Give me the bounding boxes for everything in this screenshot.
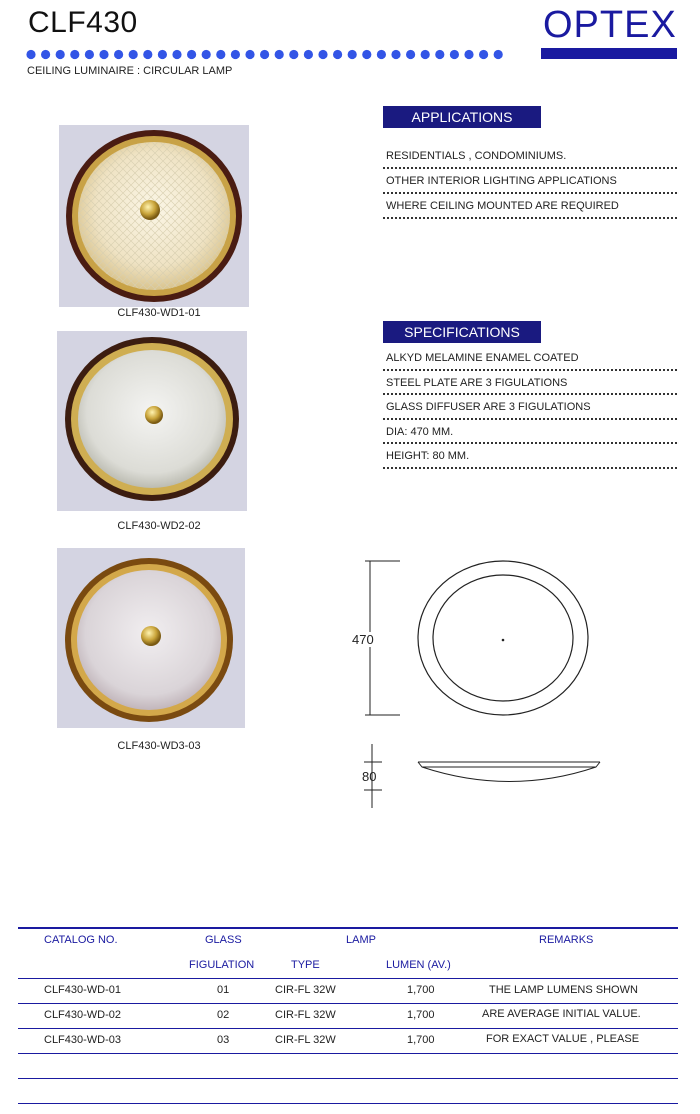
divider-dot <box>494 50 503 59</box>
col-header-catalog: CATALOG NO. <box>44 934 118 946</box>
divider-dot <box>348 50 357 59</box>
divider-dot <box>260 50 269 59</box>
divider-dot <box>479 50 488 59</box>
product-photo-wd1 <box>59 125 249 307</box>
side-view-drawing <box>360 742 605 812</box>
divider-dot <box>172 50 181 59</box>
table-rule <box>18 1078 678 1079</box>
applications-list <box>383 144 677 219</box>
cell-lumen: 1,700 <box>407 984 435 996</box>
product-model-title: CLF430 <box>28 6 138 39</box>
center-point <box>502 639 505 642</box>
diameter-label: 470 <box>352 632 374 647</box>
specification-item: GLASS DIFFUSER ARE 3 FIGULATIONS <box>383 395 677 420</box>
divider-dot <box>216 50 225 59</box>
inner-ring <box>433 575 573 701</box>
cell-type: CIR-FL 32W <box>275 1034 336 1046</box>
cell-remarks: FOR EXACT VALUE , PLEASE <box>486 1033 640 1045</box>
application-item: WHERE CEILING MOUNTED ARE REQUIRED <box>383 194 677 219</box>
divider-dot <box>231 50 240 59</box>
plan-view-drawing <box>345 555 605 725</box>
cell-lumen: 1,700 <box>407 1034 435 1046</box>
col-header-figulation: FIGULATION <box>189 959 255 971</box>
specifications-heading: SPECIFICATIONS <box>383 321 541 343</box>
divider-dot <box>202 50 211 59</box>
cell-remarks: ARE AVERAGE INITIAL VALUE. <box>482 1008 641 1020</box>
cell-lumen: 1,700 <box>407 1009 435 1021</box>
divider-dot <box>275 50 284 59</box>
divider-dot <box>158 50 167 59</box>
height-label: 80 <box>362 769 377 784</box>
product-caption: CLF430-WD1-01 <box>117 307 201 319</box>
divider-dot <box>85 50 94 59</box>
specifications-list <box>383 346 677 469</box>
divider-dot <box>391 50 400 59</box>
divider-dot <box>26 50 35 59</box>
divider-dot <box>114 50 123 59</box>
divider-dot <box>333 50 342 59</box>
cell-figulation: 02 <box>217 1009 230 1021</box>
divider-dot <box>318 50 327 59</box>
divider-dot <box>377 50 386 59</box>
table-top-rule <box>18 927 678 929</box>
specification-item: STEEL PLATE ARE 3 FIGULATIONS <box>383 371 677 396</box>
cell-catalog: CLF430-WD-02 <box>44 1009 122 1021</box>
cell-catalog: CLF430-WD-01 <box>44 984 122 996</box>
product-photo-wd3 <box>57 548 245 728</box>
specification-item: ALKYD MELAMINE ENAMEL COATED <box>383 346 677 371</box>
application-item: RESIDENTIALS , CONDOMINIUMS. <box>383 144 677 169</box>
divider-dot <box>421 50 430 59</box>
col-header-lamp: LAMP <box>346 934 376 946</box>
col-header-remarks: REMARKS <box>539 934 594 946</box>
divider-dot <box>143 50 152 59</box>
brand-underline-bar <box>541 48 677 59</box>
col-header-lumen: LUMEN (AV.) <box>386 959 451 971</box>
divider-dot <box>362 50 371 59</box>
divider-dot <box>450 50 459 59</box>
applications-heading: APPLICATIONS <box>383 106 541 128</box>
cell-figulation: 01 <box>217 984 230 996</box>
dotted-divider <box>26 49 506 60</box>
cell-figulation: 03 <box>217 1034 230 1046</box>
table-rule <box>18 978 678 979</box>
table-rule <box>18 1053 678 1054</box>
outer-ring <box>418 561 588 715</box>
application-item: OTHER INTERIOR LIGHTING APPLICATIONS <box>383 169 677 194</box>
divider-dot <box>304 50 313 59</box>
divider-dot <box>245 50 254 59</box>
divider-dot <box>56 50 65 59</box>
cell-type: CIR-FL 32W <box>275 984 336 996</box>
product-photo-wd2 <box>57 331 247 511</box>
cell-type: CIR-FL 32W <box>275 1009 336 1021</box>
divider-dot <box>464 50 473 59</box>
divider-dot <box>435 50 444 59</box>
col-header-type: TYPE <box>291 959 320 971</box>
divider-dot <box>129 50 138 59</box>
product-caption: CLF430-WD3-03 <box>117 740 201 752</box>
product-caption: CLF430-WD2-02 <box>117 520 201 532</box>
specification-item: DIA: 470 MM. <box>383 420 677 445</box>
divider-dot <box>406 50 415 59</box>
cell-catalog: CLF430-WD-03 <box>44 1034 122 1046</box>
brand-logo: OPTEX <box>543 4 677 46</box>
divider-dot <box>41 50 50 59</box>
divider-dot <box>70 50 79 59</box>
divider-dot <box>99 50 108 59</box>
product-subtitle: CEILING LUMINAIRE : CIRCULAR LAMP <box>27 65 233 77</box>
divider-dot <box>289 50 298 59</box>
cell-remarks: THE LAMP LUMENS SHOWN <box>489 984 638 996</box>
table-rule <box>18 1103 678 1104</box>
col-header-glass: GLASS <box>205 934 242 946</box>
specification-item: HEIGHT: 80 MM. <box>383 444 677 469</box>
table-rule <box>18 1028 678 1029</box>
divider-dot <box>187 50 196 59</box>
table-rule <box>18 1003 678 1004</box>
